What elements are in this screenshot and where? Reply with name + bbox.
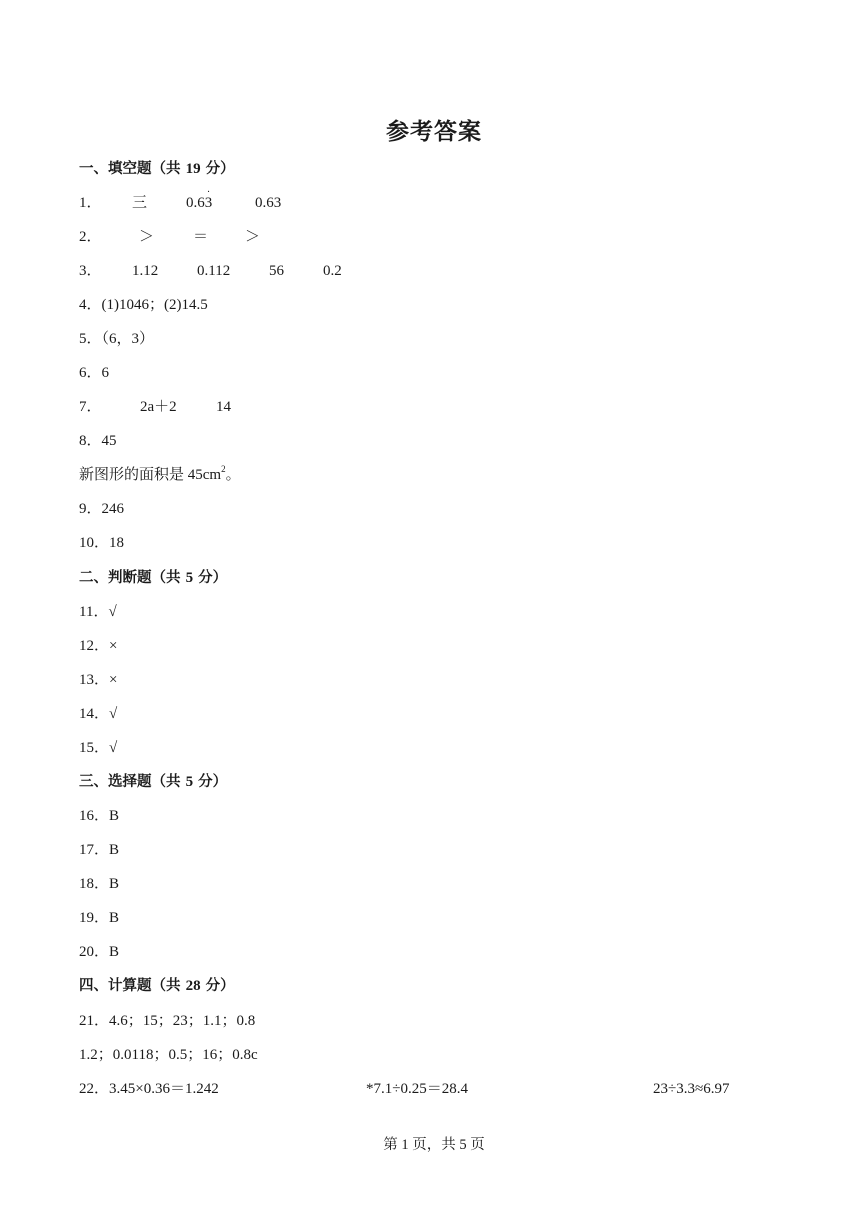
section-heading-fill-in: 一、填空题（共 19 分）: [79, 161, 235, 177]
answer-q16: 16．B: [79, 808, 120, 824]
section-heading-true-false: 二、判断题（共 5 分）: [79, 570, 228, 586]
answer-q18: 18．B: [79, 876, 120, 892]
answer-q9: 9．246: [79, 501, 125, 517]
answer-q8: 8．45: [79, 433, 117, 449]
answer-q8-note: 新图形的面积是 $45cm^2$。: [79, 464, 241, 483]
answer-q17: 17．B: [79, 842, 120, 858]
section-heading-multiple-choice: 三、选择题（共 5 分）: [79, 774, 228, 790]
answer-q11: 11．√: [79, 604, 117, 620]
answer-q4: 4．(1)1046；(2)14.5: [79, 297, 208, 313]
answer-q10: 10．18: [79, 535, 125, 551]
answer-q5: 5．（6，3）: [79, 331, 155, 347]
answer-q21-continued: 1.2；0.0118；0.5；16；0.8c: [79, 1047, 258, 1063]
answer-q13: 13．×: [79, 672, 118, 688]
section-heading-calculation: 四、计算题（共 28 分）: [79, 978, 235, 994]
answer-q14: 14．√: [79, 706, 118, 722]
answer-q15: 15．√: [79, 740, 118, 756]
page-title: 参考答案: [386, 119, 482, 145]
answer-q20: 20．B: [79, 944, 120, 960]
answer-q12: 12．×: [79, 638, 118, 654]
answer-q21: 21．4.6；15；23；1.1；0.8: [79, 1013, 256, 1029]
page-footer: 第 1 页，共 5 页: [383, 1137, 485, 1153]
answer-q19: 19．B: [79, 910, 120, 926]
repeating-decimal-dot: ·: [206, 187, 211, 198]
answer-q6: 6．6: [79, 365, 110, 381]
